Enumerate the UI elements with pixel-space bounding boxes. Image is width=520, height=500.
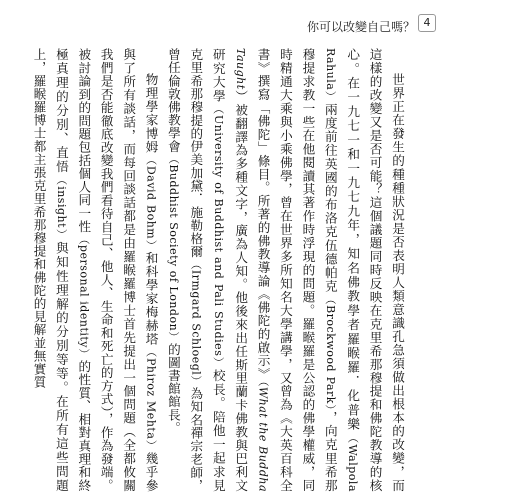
p1-latin-schloegl: （Irmgard Schloegl） [189,258,203,387]
p1-text-a: 世界正在發生的種種狀況是否表明人類意識孔急須做出根本的改變，而這樣的改變又是否可能？這個議題同時反映在克里希那穆提和佛陀教導的核心。在一九七一和一九七九年，知名佛教學者羅睺羅．化普樂 [345,48,405,492]
p1-text-n: 的圖書館館長。 [165,342,181,435]
p1-text-e: ，向克里希那穆提求教一些在他閱讀其著作時浮現的問題。羅睺羅是公認的佛學權威，同時精通大乘與小乘佛學，曾在世界多所知名大學講學，又曾為《大英百科全書》撰寫「佛陀」條目。所著的佛教導論《佛陀的啟示》 [255,48,338,492]
paragraph-2 [27,48,161,492]
p1-latin-buddhist-society: （Buddhist Society of London） [166,152,180,343]
p1-latin-book-title: What the Buddha Taught [234,48,270,493]
vertical-text-column [27,48,408,492]
p1-latin-walpola: （Walpola Rahula） [323,48,360,492]
p1-text-h: ）被翻譯為多種文字，廣為人知。他後來出任斯里蘭卡佛教與巴利文研究大學 [210,48,249,492]
body-text [31,48,408,493]
p1-text-c: 兩度前往英國的布洛克伍德帕克 [322,102,338,294]
p1-latin-brockwood: （Brockwood Park） [323,293,337,411]
p1-paren-open: （ [256,380,270,387]
p2-text-e: 幾乎參與了所有談話，而每回談話都是由羅睺羅博士首先提出一個問題（全都攸關我們是否能徹底改變我們看待自己、他人、生命和死亡的方式），作為發端。被討論到的問題包括個人同一性 [76,48,159,492]
p1-text-l: 為知名禪宗老師，曾任倫敦佛教學會 [165,48,204,492]
paragraph-1 [162,48,408,492]
p2-latin-mehta: （Phiroz Mehta） [144,346,158,452]
running-header-title: 你可以改變自己嗎？ [306,20,415,34]
p2-latin-insight: （insight） [54,173,68,242]
p2-text-c: 和科學家梅赫塔 [143,251,159,347]
p1-latin-university: （University of Buddhist and Pali Studies） [211,102,225,370]
p2-latin-bohm: （David Bohm） [144,154,158,252]
page-number: 4 [418,14,436,32]
p1-text-j: 校長。陪他一起求見克里希那穆提的伊美加黛．施勒格爾 [188,48,226,492]
p2-text-i: 與知性理解的分別等等。在所有這些問題上，羅睺羅博士都主張克里希那穆提和佛陀的見解並無實質 [31,48,69,492]
p2-text-g: 的性質、相對真理和終極真理的分別、直悟 [53,48,92,492]
p2-latin-identity: （personal identity） [77,233,91,360]
p2-text-a: 物理學家博姆 [143,73,159,155]
